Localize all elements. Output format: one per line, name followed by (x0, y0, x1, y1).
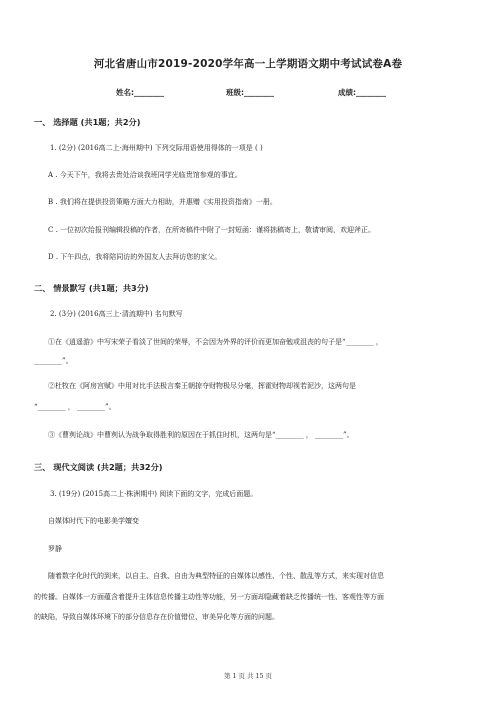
q2-item1-line2: ________”。 (34, 357, 73, 365)
q3-stem: 3. (19分) (2015高二上·株洲期中) 阅读下面的文字，完成后面题。 (50, 490, 258, 498)
q1-option-a: A . 今天下午，我将去贵处洽谈我班同学光临贵馆参观的事宜。 (48, 171, 242, 179)
article-paragraph-line: 的缺陷，导致自媒体环境下的部分信息存在价值错位、审美异化等方面的问题。 (34, 613, 279, 621)
article-author: 罗静 (48, 545, 62, 553)
exam-title: 河北省唐山市2019-2020学年高一上学期语文期中考试试卷A卷 (93, 58, 403, 70)
q1-stem: 1. (2分) (2016高二上·海州期中) 下列交际用语使用得体的一项是 ( ) (50, 144, 263, 152)
q1-option-d: D . 下午四点，我将陪同访的外国友人去拜访您的家父。 (48, 253, 222, 261)
q2-stem: 2. (3分) (2016高三上·清流期中) 名句默写 (50, 310, 183, 318)
q1-option-b: B . 我们将在提供投资策略方面大力相助，并惠赠《实用投资指南》一册。 (48, 198, 277, 206)
article-title: 自媒体时代下的电影美学嬗变 (48, 517, 139, 525)
name-field-label: 姓名:________ (116, 88, 164, 97)
section-heading-reading: 三、 现代文阅读 (共2题；共32分) (34, 462, 163, 472)
score-field-label: 成绩:________ (338, 88, 386, 97)
q2-item1-line1: ①在《逍遥游》中写宋荣子看淡了世间的荣辱，不会因为外界的评价而更加奋勉或沮丧的句子是“________ ， (48, 338, 383, 346)
q2-item2-line1: ②杜牧在《阿房宫赋》中用对比手法极言秦王朝掠夺财物极尽分毫，挥霍财物却视若泥沙，这两句是 (48, 382, 356, 390)
section-heading-recitation: 二、 情景默写 (共1题；共3分) (34, 283, 149, 293)
article-paragraph-line: 的传播。自媒体一方面蕴含着提升主体信息传播主动性等功能，另一方面却隐藏着缺乏传播统一性、客观性等方面 (34, 593, 384, 601)
class-field-label: 班级:________ (226, 88, 274, 97)
q2-item2-line2: “________ ， ________”。 (34, 403, 116, 411)
q2-item3: ③《曹刿论战》中曹刿认为战争取得胜利的原因在于抓住时机，这两句是“________ ， ________”。 (48, 431, 354, 439)
section-heading-choice: 一、 选择题 (共1题；共2分) (34, 117, 141, 127)
article-paragraph-line: 随着数字化时代的到来，以自主、自我、自由为典型特征的自媒体以感性、个性、散乱等方式，来实现对信息 (48, 572, 384, 580)
q1-option-c: C . 一位初次给报刊编辑投稿的作者，在所寄稿件中附了一封短函：谨将拙稿寄上，敬请审阅，欢迎斧正。 (48, 226, 376, 234)
page-footer: 第 1 页 共 15 页 (224, 672, 272, 680)
